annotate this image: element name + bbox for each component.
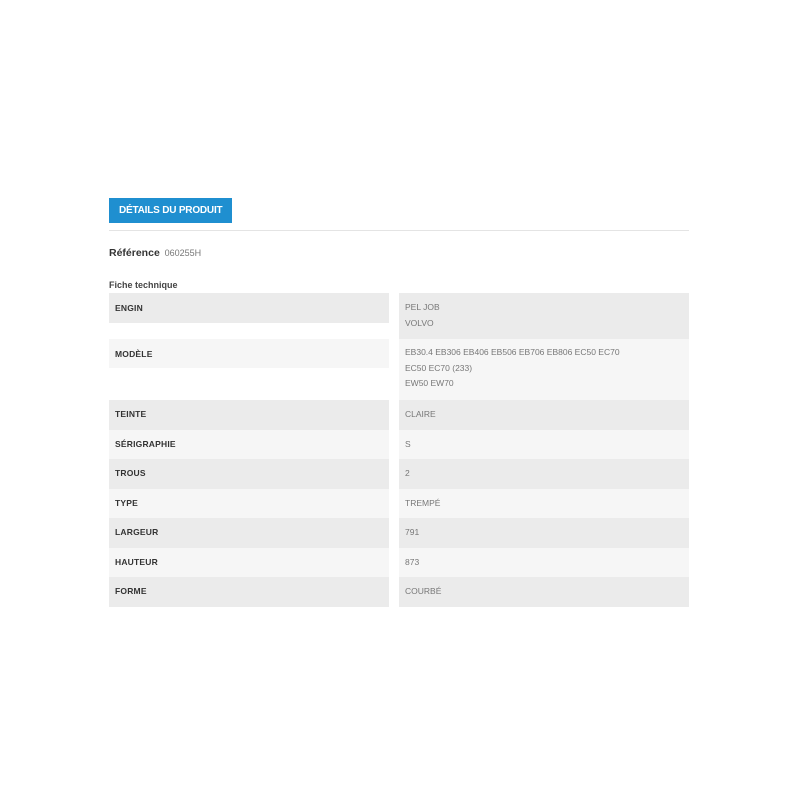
feature-value — [399, 400, 689, 430]
feature-value-line: CLAIRE — [405, 409, 436, 419]
product-reference — [109, 246, 689, 260]
feature-name: FORME — [109, 577, 389, 607]
feature-value — [399, 548, 689, 578]
feature-name: SÉRIGRAPHIE — [109, 430, 389, 460]
feature-value — [399, 489, 689, 519]
feature-row — [109, 459, 689, 489]
feature-value-line: 2 — [405, 468, 410, 478]
feature-value — [399, 577, 689, 607]
reference-value: 060255H — [164, 248, 202, 258]
feature-value — [399, 339, 689, 400]
tab-product-details[interactable]: DÉTAILS DU PRODUIT — [109, 198, 232, 223]
reference-label: Référence — [109, 247, 160, 259]
feature-row — [109, 339, 689, 400]
feature-name: ENGIN — [109, 293, 389, 323]
feature-row — [109, 430, 689, 460]
feature-value-line: TREMPÉ — [405, 497, 441, 508]
feature-value-line: EB30.4 EB306 EB406 EB506 EB706 EB806 EC50 EC70 — [405, 347, 620, 357]
product-details-panel — [109, 198, 689, 607]
feature-row — [109, 518, 689, 548]
feature-value — [399, 518, 689, 548]
feature-value — [399, 293, 689, 339]
feature-name: TEINTE — [109, 400, 389, 430]
feature-name: HAUTEUR — [109, 548, 389, 578]
feature-name: TROUS — [109, 459, 389, 489]
feature-name: MODÈLE — [109, 339, 389, 368]
feature-value-line: EC50 EC70 (233) — [405, 362, 473, 373]
feature-value-line: VOLVO — [405, 317, 434, 328]
feature-row — [109, 293, 689, 339]
features-table — [109, 293, 689, 607]
feature-row — [109, 489, 689, 519]
tab-bar — [109, 198, 689, 231]
feature-value-line: COURBÉ — [405, 586, 442, 596]
feature-value — [399, 430, 689, 460]
feature-value-line: 791 — [405, 527, 420, 537]
feature-row — [109, 400, 689, 430]
feature-value-line: 873 — [405, 556, 420, 567]
feature-name: TYPE — [109, 489, 389, 519]
feature-value-line: S — [405, 438, 411, 449]
feature-name: LARGEUR — [109, 518, 389, 548]
feature-value-line: EW50 EW70 — [405, 378, 454, 388]
feature-row — [109, 548, 689, 578]
feature-row — [109, 577, 689, 607]
section-title: Fiche technique — [109, 280, 178, 290]
feature-value — [399, 459, 689, 489]
feature-value-line: PEL JOB — [405, 302, 440, 312]
